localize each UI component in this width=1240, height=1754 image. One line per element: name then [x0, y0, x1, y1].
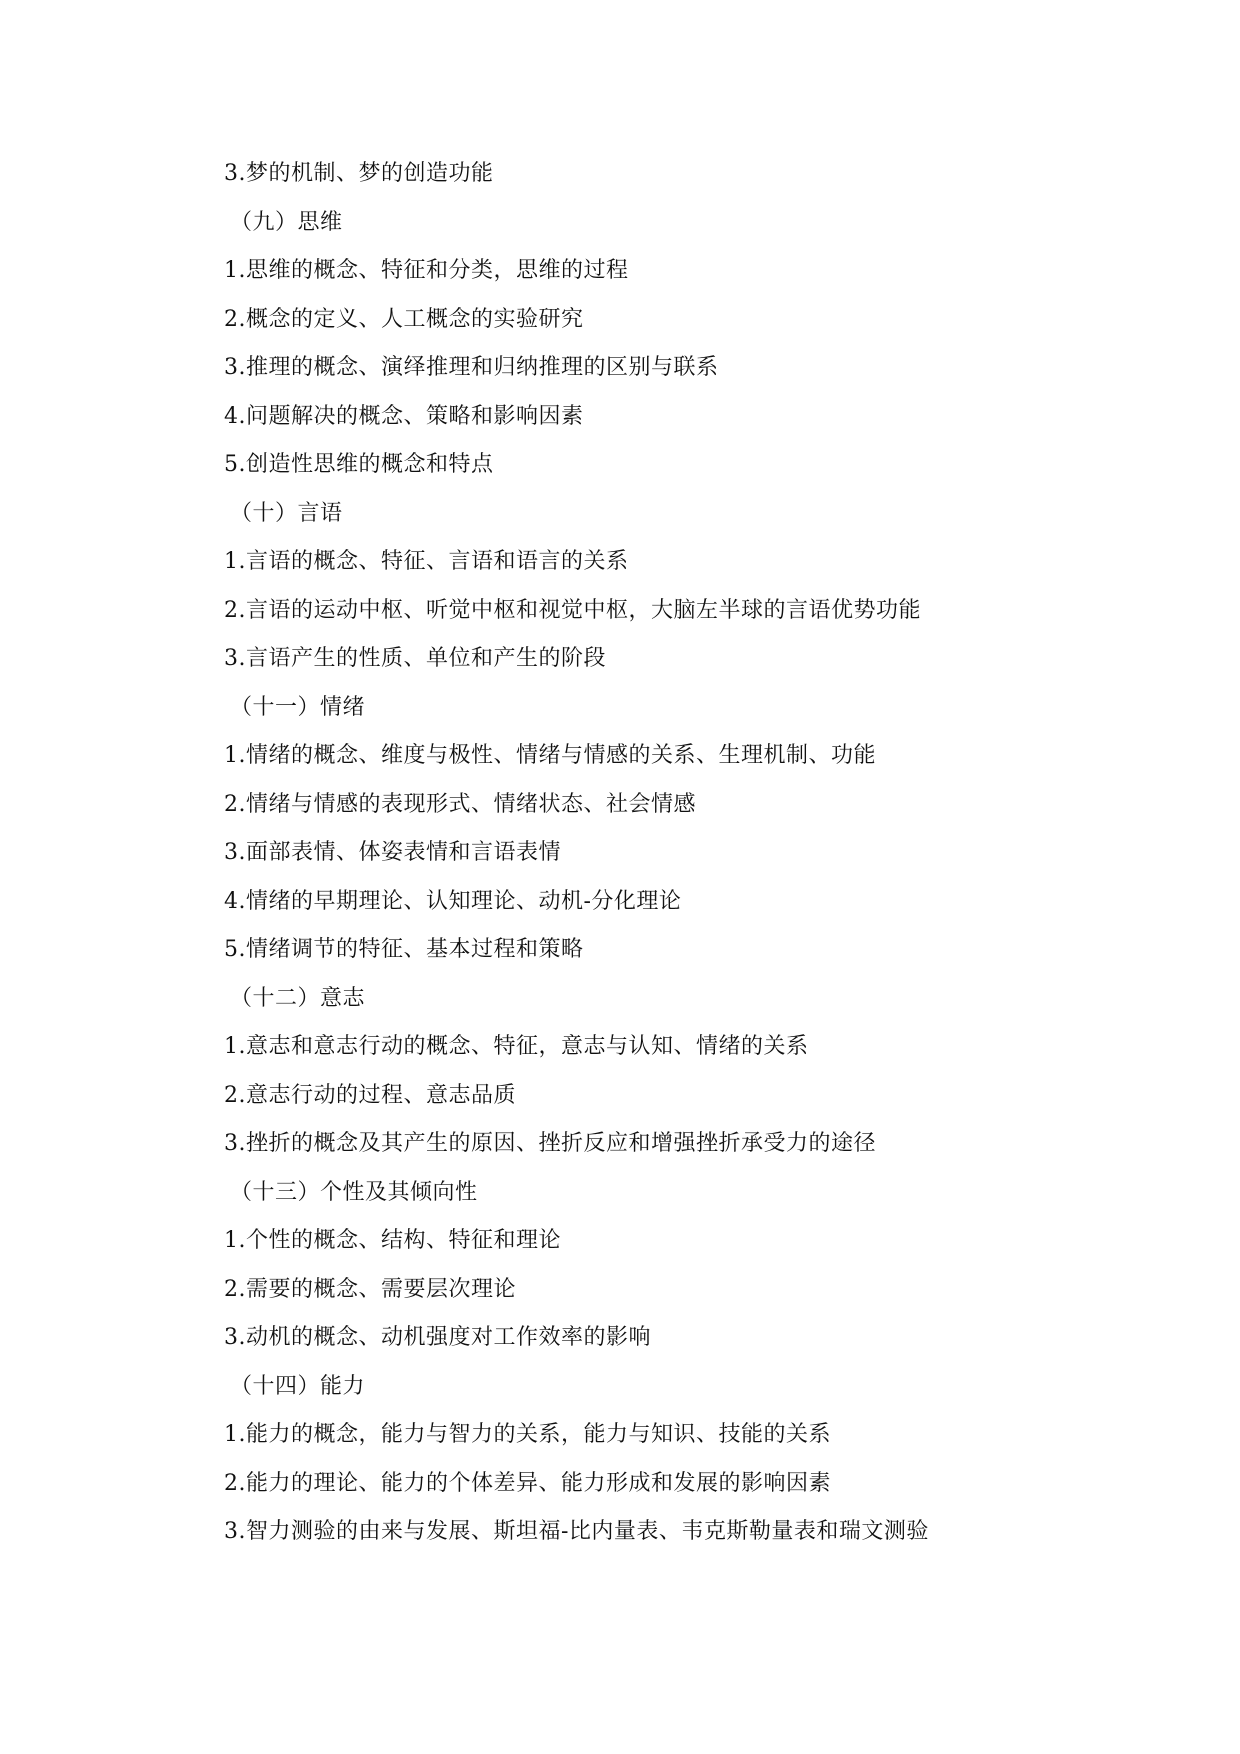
outline-item: 2.能力的理论、能力的个体差异、能力形成和发展的影响因素: [224, 1470, 831, 1496]
outline-item: 3.面部表情、体姿表情和言语表情: [224, 840, 561, 865]
section-heading: （十）言语: [230, 500, 343, 526]
outline-item: 1.意志和意志行动的概念、特征，意志与认知、情绪的关系: [224, 1034, 809, 1059]
outline-item: 1.能力的概念，能力与智力的关系，能力与知识、技能的关系: [224, 1422, 831, 1447]
outline-item: 2.情绪与情感的表现形式、情绪状态、社会情感: [224, 791, 696, 817]
outline-item: 3.动机的概念、动机强度对工作效率的影响: [224, 1325, 651, 1350]
outline-item: 1.个性的概念、结构、特征和理论: [224, 1228, 561, 1253]
outline-item: 2.需要的概念、需要层次理论: [224, 1276, 516, 1302]
outline-item: 2.言语的运动中枢、听觉中枢和视觉中枢，大脑左半球的言语优势功能: [224, 597, 921, 623]
outline-item: 2.意志行动的过程、意志品质: [224, 1082, 516, 1108]
document-body: [224, 150, 1124, 1557]
outline-item: 1.思维的概念、特征和分类，思维的过程: [224, 258, 629, 283]
section-heading: （十二）意志: [230, 985, 366, 1011]
section-heading: （九）思维: [230, 209, 343, 235]
outline-item: 3.推理的概念、演绎推理和归纳推理的区别与联系: [224, 355, 719, 380]
outline-item: 5.情绪调节的特征、基本过程和策略: [224, 937, 584, 962]
outline-item: 3.言语产生的性质、单位和产生的阶段: [224, 646, 606, 671]
section-heading: （十三）个性及其倾向性: [230, 1179, 478, 1205]
outline-item: 1.情绪的概念、维度与极性、情绪与情感的关系、生理机制、功能: [224, 743, 876, 768]
outline-item: 4.问题解决的概念、策略和影响因素: [224, 403, 584, 429]
section-heading: （十一）情绪: [230, 694, 366, 720]
outline-item: 3.智力测验的由来与发展、斯坦福-比内量表、韦克斯勒量表和瑞文测验: [224, 1519, 929, 1544]
outline-item: 1.言语的概念、特征、言语和语言的关系: [224, 549, 629, 574]
outline-item: 3.挫折的概念及其产生的原因、挫折反应和增强挫折承受力的途径: [224, 1131, 876, 1156]
outline-item: 3.梦的机制、梦的创造功能: [224, 161, 494, 186]
outline-item: 2.概念的定义、人工概念的实验研究: [224, 306, 584, 332]
outline-item: 5.创造性思维的概念和特点: [224, 452, 494, 477]
section-heading: （十四）能力: [230, 1373, 366, 1399]
outline-item: 4.情绪的早期理论、认知理论、动机-分化理论: [224, 888, 682, 914]
